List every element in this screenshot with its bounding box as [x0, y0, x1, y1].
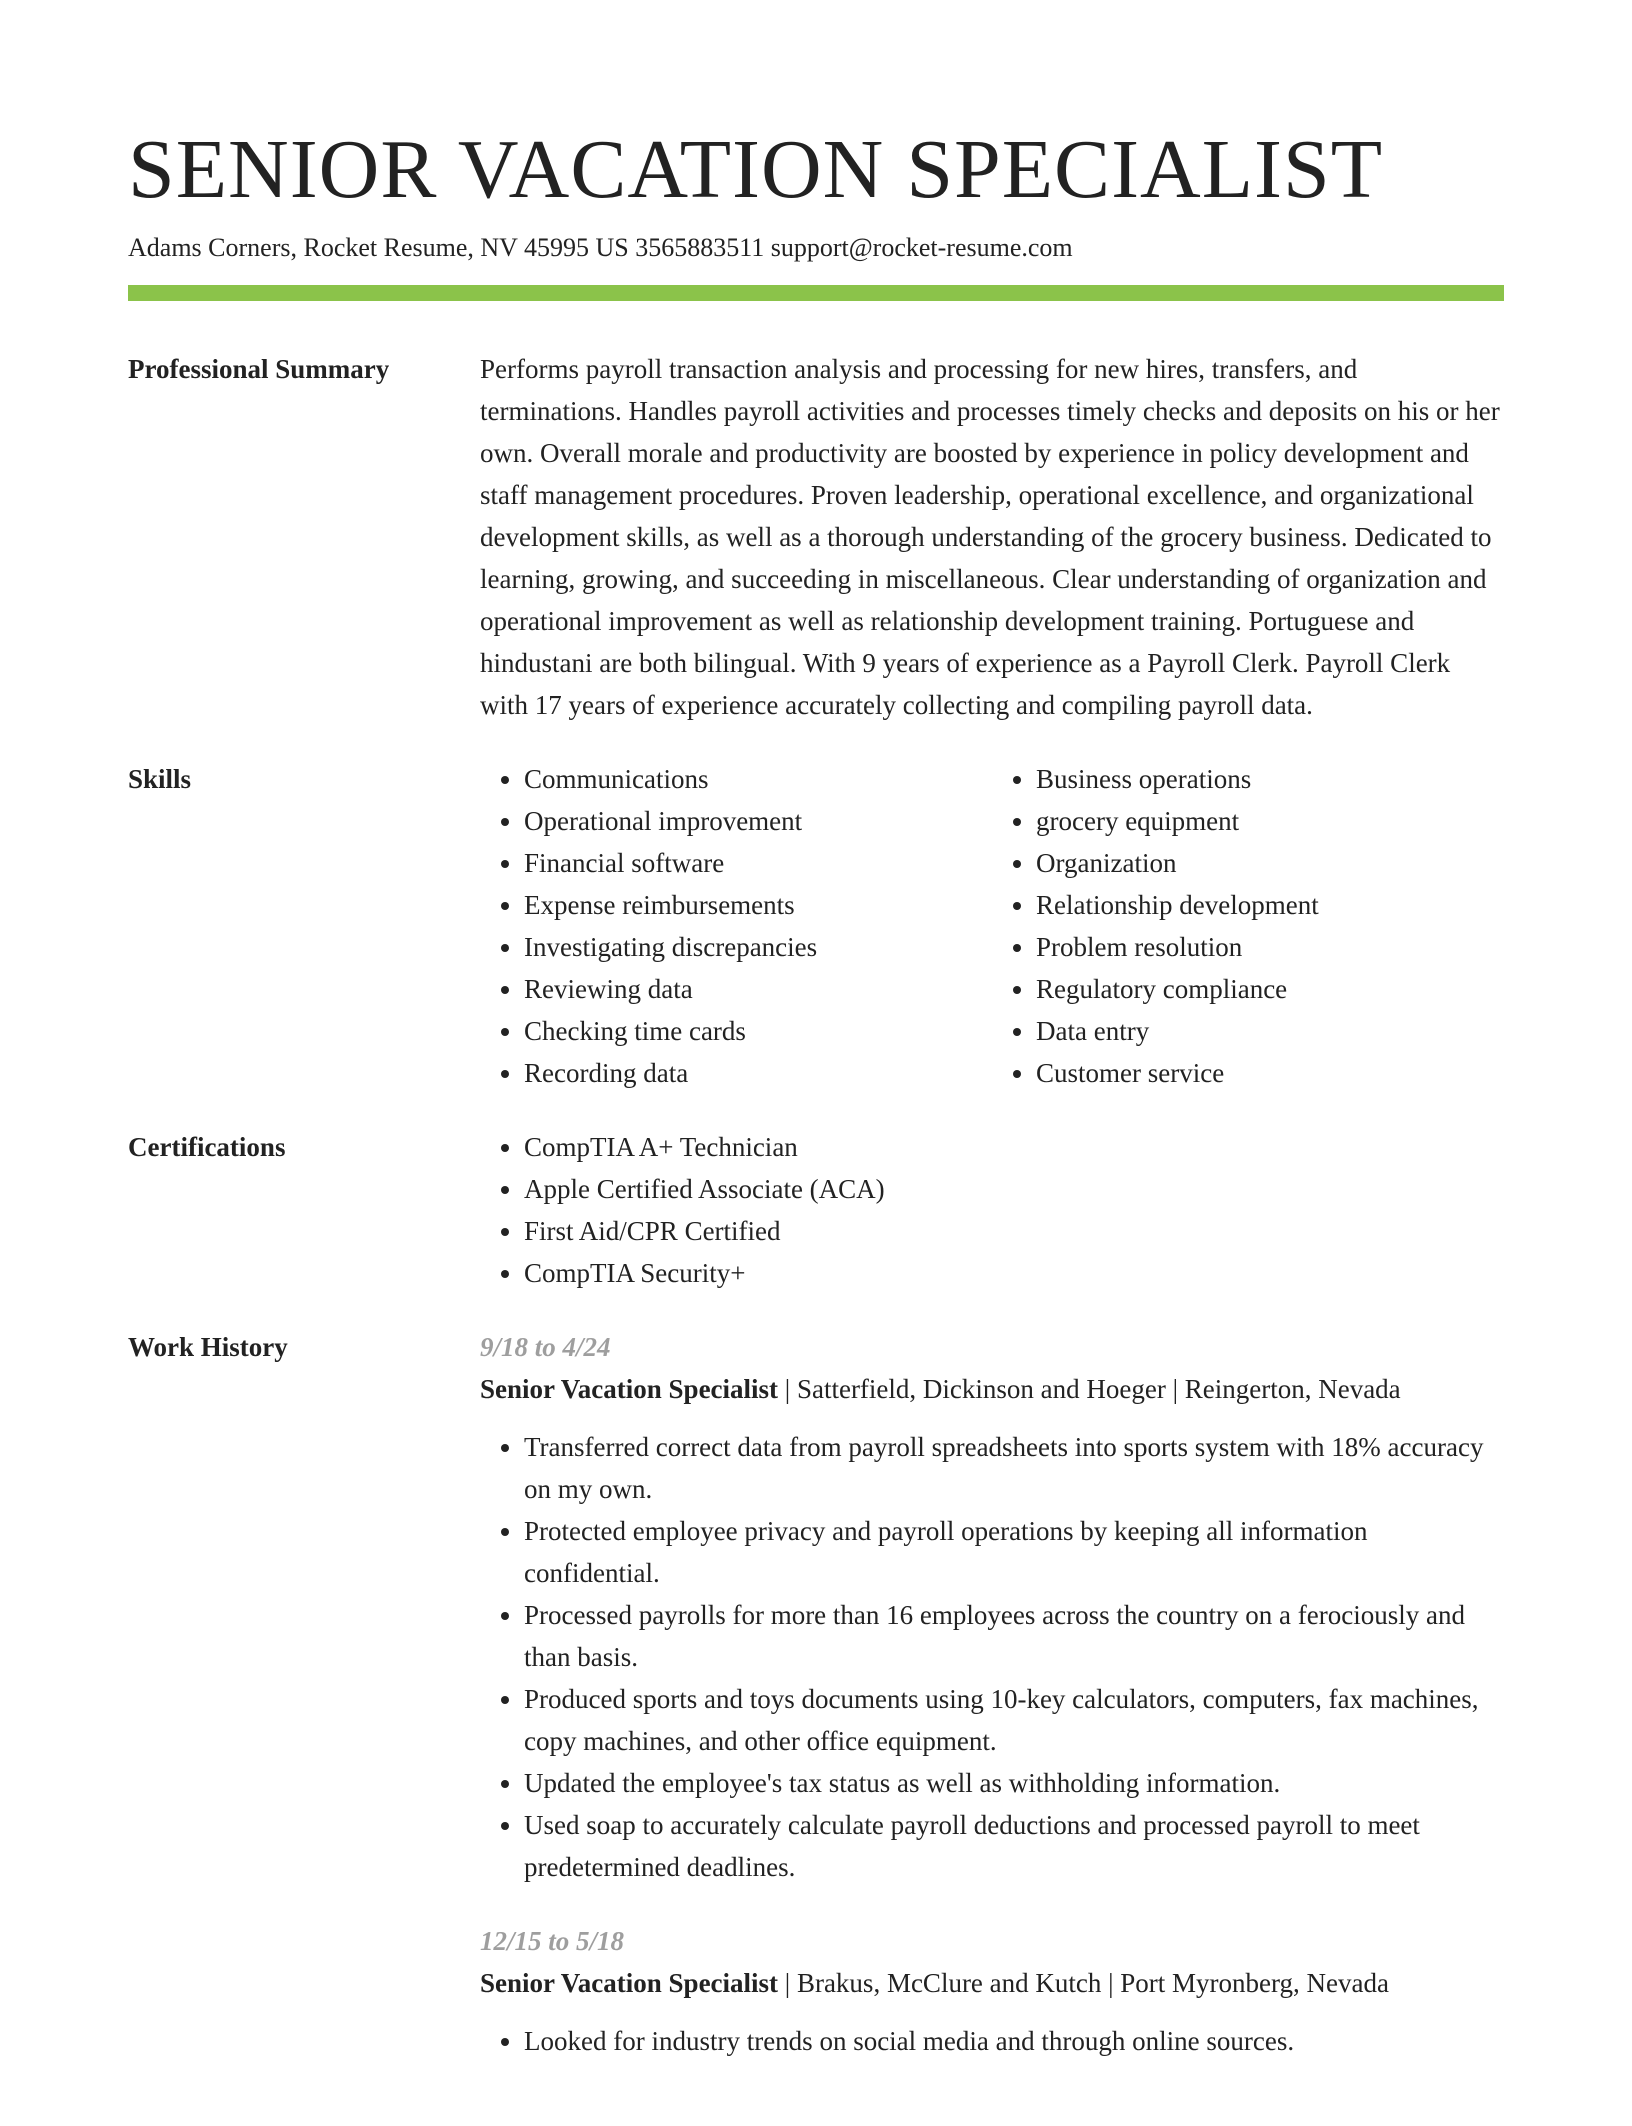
job-bullets [480, 1426, 1504, 1888]
job-bullets [480, 2020, 1504, 2062]
skill-item: • Business operations [1036, 758, 1504, 800]
skill-item: • Relationship development [1036, 884, 1504, 926]
header-divider [128, 285, 1504, 301]
job-title-line [480, 1962, 1504, 2004]
skills-heading: Skills [128, 764, 192, 794]
skill-item: • Expense reimbursements [524, 884, 992, 926]
job-title: Senior Vacation Specialist [480, 1968, 779, 1998]
job-bullet: • Updated the employee's tax status as well as withholding information. [524, 1762, 1504, 1804]
skill-item: • Recording data [524, 1052, 992, 1094]
skill-item: • grocery equipment [1036, 800, 1504, 842]
skill-item: • Investigating discrepancies [524, 926, 992, 968]
skill-item: • Reviewing data [524, 968, 992, 1010]
job-bullet: • Transferred correct data from payroll spreadsheets into sports system with 18% accuracy on my own. [524, 1426, 1504, 1510]
skill-item: • Data entry [1036, 1010, 1504, 1052]
job-bullet: • Processed payrolls for more than 16 employees across the country on a ferociously and than basis. [524, 1594, 1504, 1678]
certification-item: • First Aid/CPR Certified [524, 1210, 1504, 1252]
job-bullet: • Protected employee privacy and payroll operations by keeping all information confidential. [524, 1510, 1504, 1594]
job-entry [480, 1920, 1504, 2062]
job-bullet: • Looked for industry trends on social media and through online sources. [524, 2020, 1504, 2062]
job-title-line [480, 1368, 1504, 1410]
job-dates: 9/18 to 4/24 [480, 1332, 611, 1362]
summary-body [480, 348, 1504, 726]
work-history-body [480, 1326, 1504, 2094]
summary-heading: Professional Summary [128, 354, 390, 384]
job-title: Senior Vacation Specialist [480, 1374, 779, 1404]
skills-list-left [480, 758, 992, 1094]
summary-section [128, 348, 1504, 726]
certifications-heading: Certifications [128, 1132, 286, 1162]
contact-line: Adams Corners, Rocket Resume, NV 45995 US 3565883511 support@rocket-resume.com [128, 233, 1073, 262]
certification-item: • Apple Certified Associate (ACA) [524, 1168, 1504, 1210]
skill-item: • Checking time cards [524, 1010, 992, 1052]
certifications-list [480, 1126, 1504, 1294]
work-history-heading: Work History [128, 1332, 288, 1362]
job-dates: 12/15 to 5/18 [480, 1926, 625, 1956]
skill-item: • Customer service [1036, 1052, 1504, 1094]
skill-item: • Operational improvement [524, 800, 992, 842]
job-employer-location: | Satterfield, Dickinson and Hoeger | Reingerton, Nevada [778, 1374, 1401, 1404]
job-entry [480, 1326, 1504, 1888]
skill-item: • Communications [524, 758, 992, 800]
summary-text: Performs payroll transaction analysis and processing for new hires, transfers, and terminations. Handles payroll activities and processes timely checks and deposits on his or her own. Overall morale and productivity are boosted by experience in policy development and staff management procedures. Proven leadership, operational excellence, and organizational development skills, as well as a thorough understanding of the grocery business. Dedicated to learning, growing, and succeeding in miscellaneous. Clear understanding of organization and operational improvement as well as relationship development training. Portuguese and hindustani are both bilingual. With 9 years of experience as a Payroll Clerk. Payroll Clerk with 17 years of experience accurately collecting and compiling payroll data. [480, 354, 1500, 720]
certification-item: • CompTIA A+ Technician [524, 1126, 1504, 1168]
certification-item: • CompTIA Security+ [524, 1252, 1504, 1294]
skill-item: • Regulatory compliance [1036, 968, 1504, 1010]
job-bullet: • Used soap to accurately calculate payroll deductions and processed payroll to meet predetermined deadlines. [524, 1804, 1504, 1888]
certifications-body [480, 1126, 1504, 1294]
skills-body [480, 758, 1504, 1094]
skill-item: • Organization [1036, 842, 1504, 884]
job-bullet: • Produced sports and toys documents using 10-key calculators, computers, fax machines, copy machines, and other office equipment. [524, 1678, 1504, 1762]
skills-list-right [992, 758, 1504, 1094]
resume-sections [128, 348, 1504, 2126]
job-employer-location: | Brakus, McClure and Kutch | Port Myronberg, Nevada [778, 1968, 1389, 1998]
skill-item: • Financial software [524, 842, 992, 884]
work-history-section [128, 1326, 1504, 2094]
skill-item: • Problem resolution [1036, 926, 1504, 968]
resume-name-heading: SENIOR VACATION SPECIALIST [128, 123, 1384, 216]
skills-section [128, 758, 1504, 1094]
certifications-section [128, 1126, 1504, 1294]
